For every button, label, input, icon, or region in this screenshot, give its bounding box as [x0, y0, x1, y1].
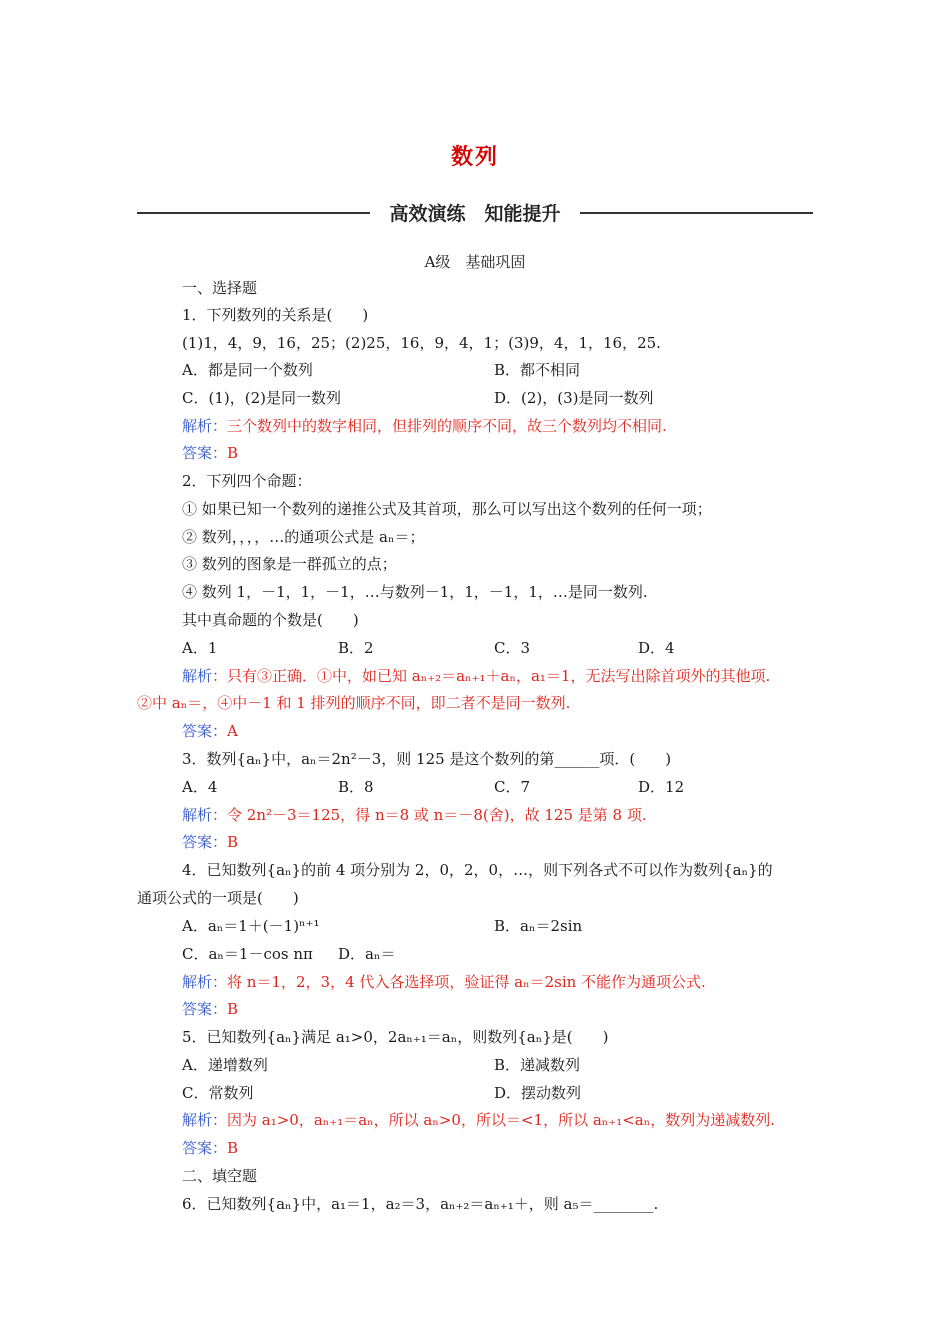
section-heading-choice: 一、选择题 — [182, 279, 258, 297]
q4-option-b: B．aₙ＝2sin — [494, 917, 583, 935]
q1-sequences: (1)1，4，9，16，25；(2)25，16，9，4，1；(3)9，4，1，16，25. — [182, 334, 661, 352]
q2-analysis-line2: ②中 aₙ＝，④中－1 和 1 排列的顺序不同，即二者不是同一数列. — [137, 694, 571, 712]
q4-option-c: C．aₙ＝1－cos nπ — [182, 945, 313, 963]
q2-option-c: C．3 — [494, 639, 531, 657]
q2-stem: 2．下列四个命题： — [182, 472, 312, 490]
q3-options — [182, 777, 822, 797]
q2-answer — [182, 721, 238, 741]
q6-stem: 6．已知数列{aₙ}中，a₁＝1，a₂＝3，aₙ₊₂＝aₙ₊₁＋，则 a₅＝________. — [182, 1195, 659, 1213]
analysis-text: 将 n＝1，2，3，4 代入各选择项，验证得 aₙ＝2sin 不能作为通项公式. — [227, 973, 706, 991]
q2-option-b: B．2 — [338, 639, 374, 657]
q3-option-d: D．12 — [638, 778, 685, 796]
answer-text: A — [227, 722, 238, 740]
q1-option-c: C．(1)，(2)是同一数列 — [182, 389, 341, 407]
q2-option-d: D．4 — [638, 639, 675, 657]
q2-option-a: A．1 — [182, 639, 218, 657]
q2-question: 其中真命题的个数是( ) — [182, 611, 359, 629]
analysis-label: 解析： — [182, 417, 228, 435]
q2-proposition-3: ③ 数列的图象是一群孤立的点； — [182, 555, 397, 573]
page-title: 数列 — [450, 144, 499, 170]
q4-options-row2 — [182, 944, 822, 964]
q1-option-d: D．(2)，(3)是同一数列 — [494, 389, 654, 407]
answer-text: B — [227, 444, 239, 462]
q5-option-c: C．常数列 — [182, 1084, 254, 1102]
answer-text: B — [227, 1000, 239, 1018]
q1-options-row1 — [182, 360, 822, 380]
q2-proposition-4: ④ 数列 1，－1，1，－1，…与数列－1，1，－1，1，…是同一数列. — [182, 583, 648, 601]
answer-text: B — [227, 1139, 239, 1157]
q3-option-a: A．4 — [182, 778, 218, 796]
q4-analysis — [182, 972, 706, 992]
analysis-text: 令 2n²－3＝125，得 n＝8 或 n＝－8(舍)，故 125 是第 8 项. — [227, 806, 647, 824]
analysis-text: 只有③正确．①中，如已知 aₙ₊₂＝aₙ₊₁＋aₙ，a₁＝1，无法写出除首项外的其他项. — [227, 667, 771, 685]
answer-label: 答案： — [182, 722, 228, 740]
q3-stem: 3．数列{aₙ}中，aₙ＝2n²－3，则 125 是这个数列的第______项．( ) — [182, 750, 672, 768]
banner-text: 高效演练 知能提升 — [389, 203, 561, 225]
q5-option-b: B．递减数列 — [494, 1056, 581, 1074]
analysis-label: 解析： — [182, 1111, 228, 1129]
banner-rule-right — [580, 212, 813, 214]
q5-answer — [182, 1138, 238, 1158]
q3-option-b: B．8 — [338, 778, 374, 796]
answer-label: 答案： — [182, 1139, 228, 1157]
analysis-text: 三个数列中的数字相同，但排列的顺序不同，故三个数列均不相同. — [227, 417, 667, 435]
q4-answer — [182, 999, 238, 1019]
q3-option-c: C．7 — [494, 778, 531, 796]
q1-options-row2 — [182, 388, 822, 408]
q1-option-b: B．都不相同 — [494, 361, 581, 379]
q1-option-a: A．都是同一个数列 — [182, 361, 313, 379]
answer-text: B — [227, 833, 239, 851]
q4-stem-line1: 4．已知数列{aₙ}的前 4 项分别为 2，0，2，0，…，则下列各式不可以作为数列{aₙ}的 — [182, 861, 773, 879]
q3-analysis — [182, 805, 647, 825]
answer-label: 答案： — [182, 444, 228, 462]
analysis-label: 解析： — [182, 806, 228, 824]
q2-options — [182, 638, 822, 658]
level-heading: A级 基础巩固 — [424, 253, 526, 271]
q2-proposition-2: ② 数列，，，，…的通项公式是 aₙ＝； — [182, 528, 425, 546]
answer-label: 答案： — [182, 833, 228, 851]
q3-answer — [182, 832, 238, 852]
q4-options-row1 — [182, 916, 822, 936]
q2-proposition-1: ① 如果已知一个数列的递推公式及其首项，那么可以写出这个数列的任何一项； — [182, 500, 712, 518]
analysis-text: 因为 a₁>0，aₙ₊₁＝aₙ，所以 aₙ>0，所以＝<1，所以 aₙ₊₁<aₙ，数列为递减数列. — [227, 1111, 775, 1129]
q5-analysis — [182, 1110, 775, 1130]
analysis-label: 解析： — [182, 667, 228, 685]
q5-options-row2 — [182, 1083, 822, 1103]
q5-options-row1 — [182, 1055, 822, 1075]
q1-stem: 1．下列数列的关系是( ) — [182, 306, 369, 324]
q1-analysis — [182, 416, 667, 436]
section-banner — [137, 199, 813, 227]
analysis-label: 解析： — [182, 973, 228, 991]
section-heading-fill: 二、填空题 — [182, 1167, 258, 1185]
q5-option-a: A．递增数列 — [182, 1056, 268, 1074]
answer-label: 答案： — [182, 1000, 228, 1018]
q5-stem: 5．已知数列{aₙ}满足 a₁>0，2aₙ₊₁＝aₙ，则数列{aₙ}是( ) — [182, 1028, 609, 1046]
q5-option-d: D．摆动数列 — [494, 1084, 582, 1102]
q4-option-a: A．aₙ＝1＋(－1)ⁿ⁺¹ — [182, 917, 320, 935]
q2-analysis-line1 — [182, 666, 770, 686]
q4-option-d: D．aₙ＝ — [338, 945, 396, 963]
q1-answer — [182, 443, 238, 463]
q4-stem-line2: 通项公式的一项是( ) — [137, 889, 299, 907]
